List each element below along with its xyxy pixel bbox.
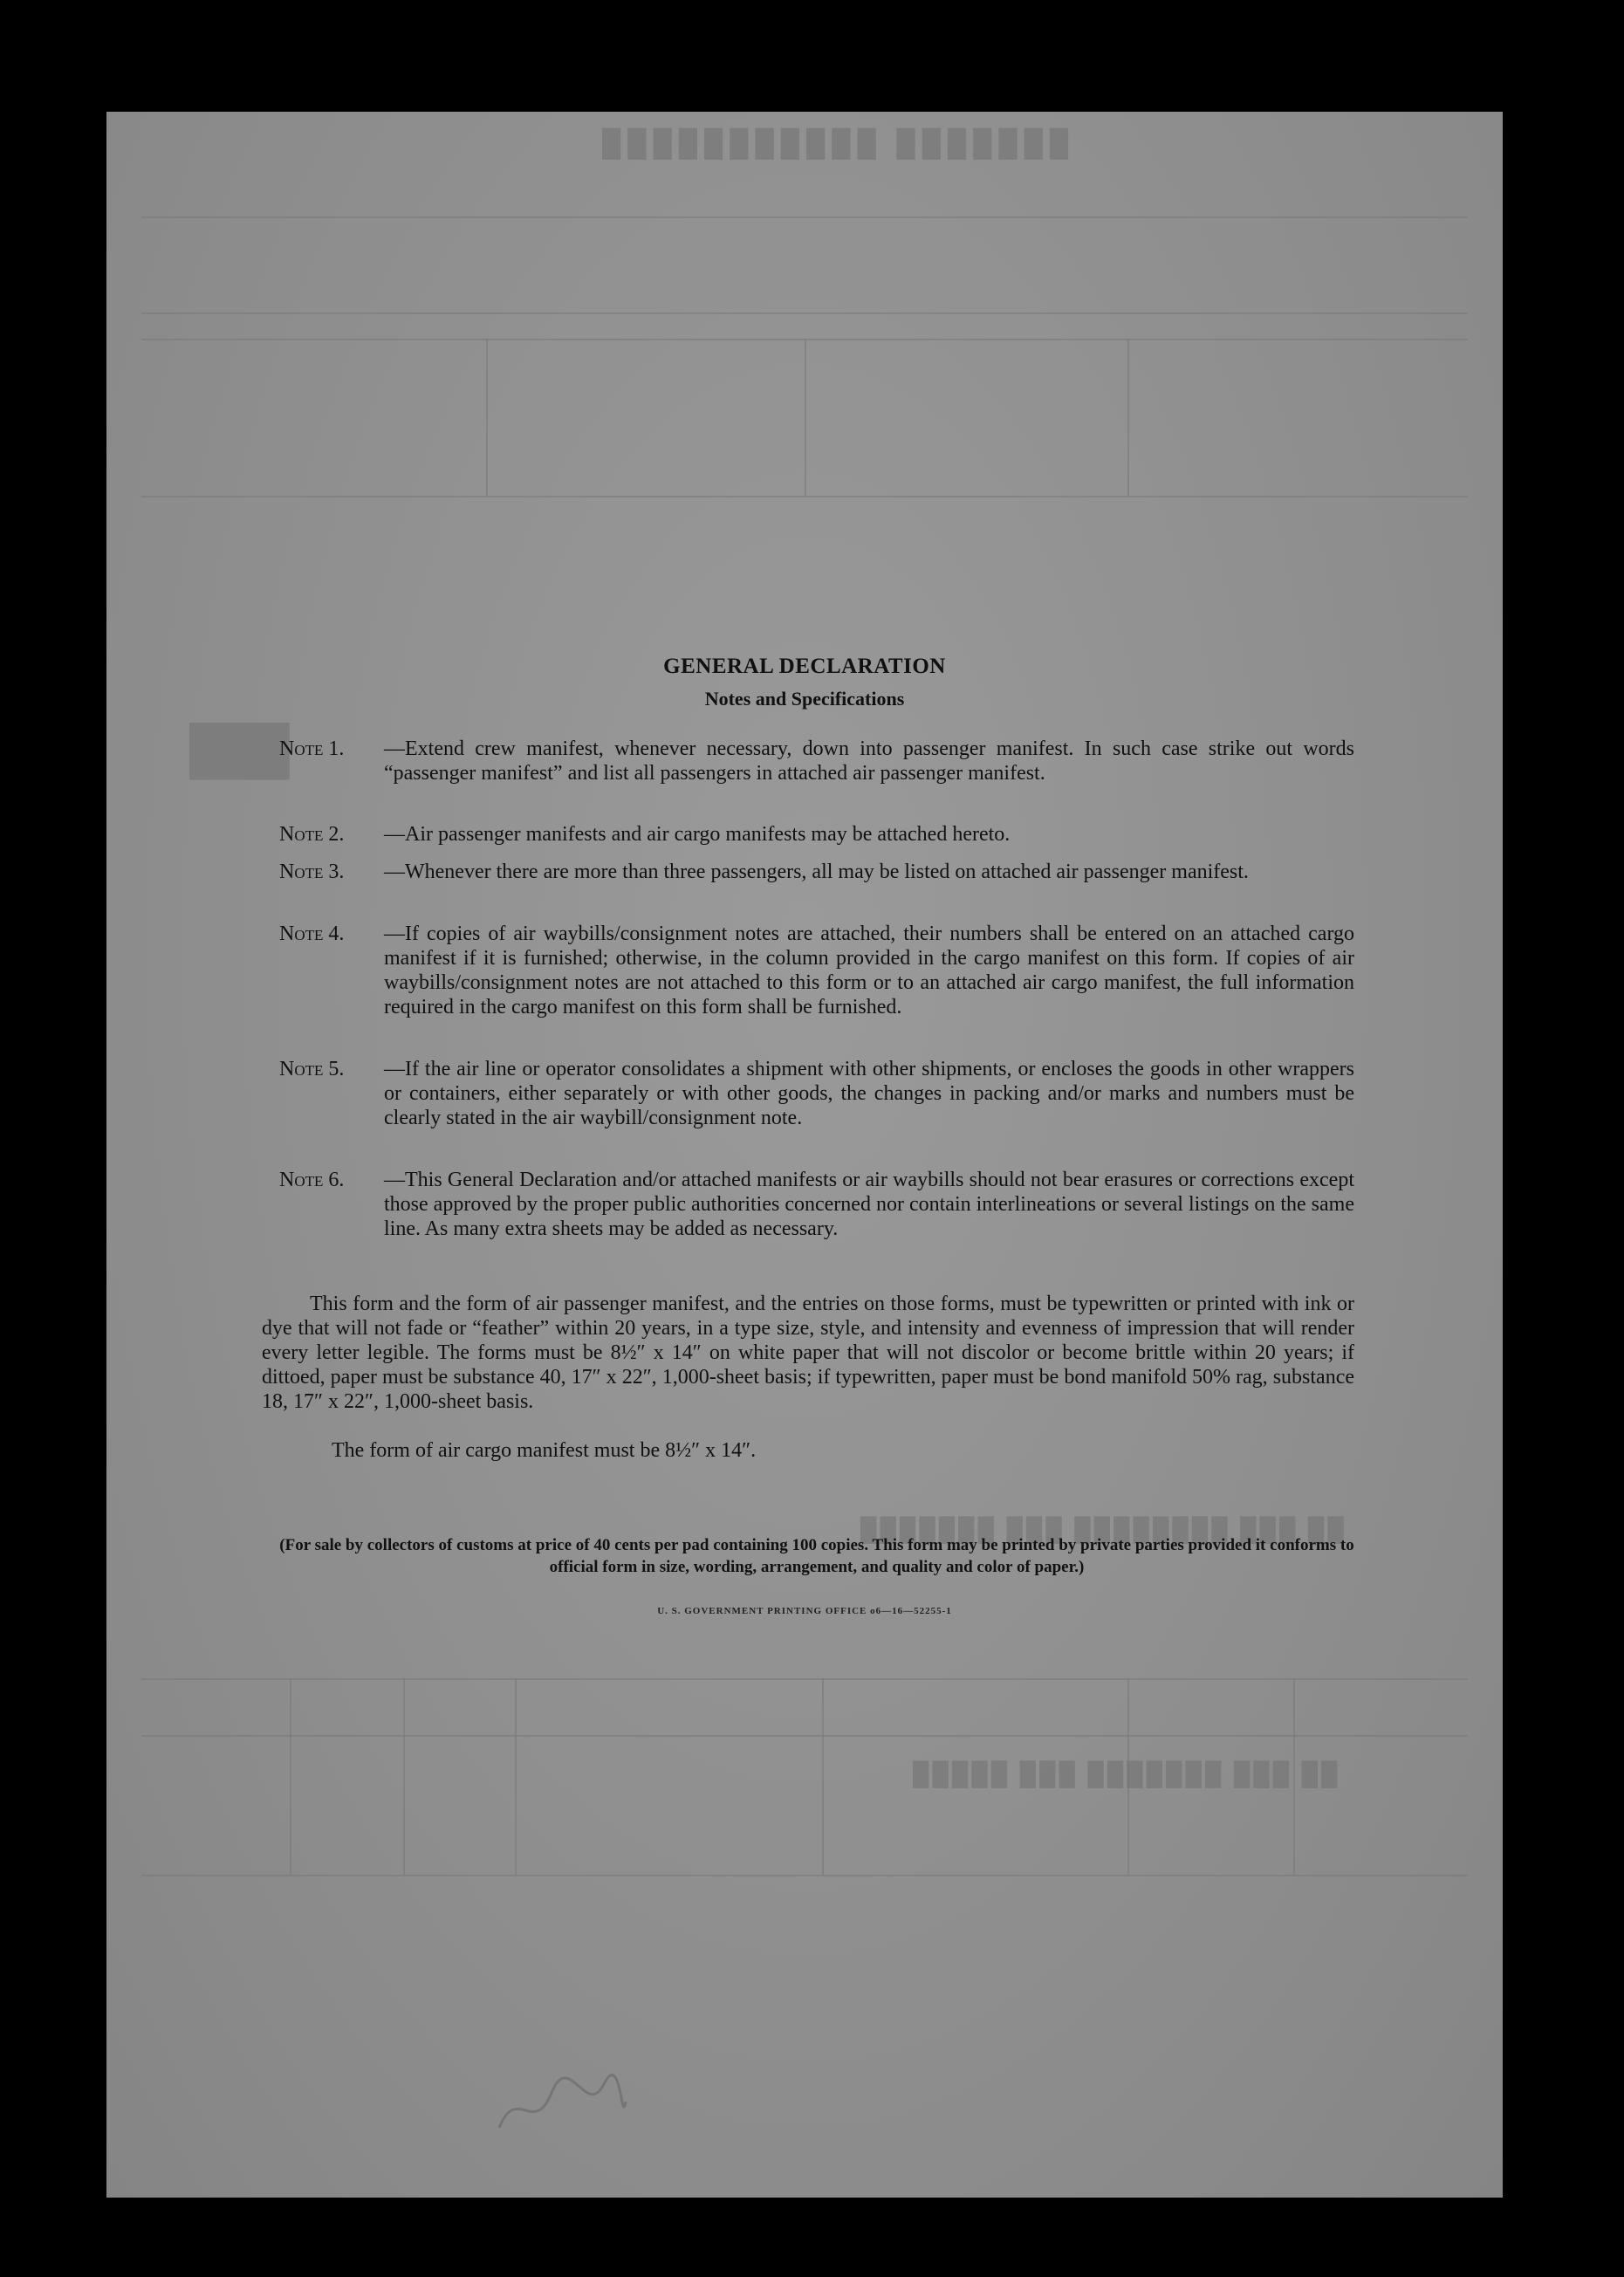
cargo-form-size: The form of air cargo manifest must be 8½″ x 14″. — [332, 1439, 757, 1462]
note-3 — [279, 860, 1354, 909]
show-through-rule — [141, 1875, 1468, 1876]
note-text: —If copies of air waybills/consignment notes are attached, their numbers shall be entered on an attached cargo manifest if it is furnished; otherwise, in the column provided in the cargo manifest on this form. If copies of air waybills/consignment notes are not attached to this form or to an attached air cargo manifest, the full information required in the cargo manifest on this form shall be furnished. — [384, 922, 1354, 1018]
note-text: —Air passenger manifests and air cargo manifests may be attached hereto. — [384, 823, 1011, 846]
note-5 — [279, 1057, 1354, 1155]
show-through-number: ███ — [189, 724, 290, 776]
show-through-rule — [141, 1678, 1468, 1680]
note-label: Note 4. — [279, 922, 345, 945]
printing-office-line: U. S. GOVERNMENT PRINTING OFFICE o6—16—52255-1 — [657, 1606, 952, 1616]
show-through-header: ███████ ███████████ — [595, 129, 1069, 158]
note-label: Note 2. — [279, 823, 345, 846]
show-through-rule — [403, 1678, 405, 1875]
note-6 — [279, 1168, 1354, 1265]
note-2 — [279, 822, 1354, 847]
show-through-rule — [141, 496, 1468, 497]
show-through-rule — [515, 1678, 517, 1875]
page-subtitle: Notes and Specifications — [704, 688, 905, 710]
note-label: Note 5. — [279, 1058, 345, 1080]
show-through-rule — [822, 1678, 824, 1875]
show-through-rule — [1127, 339, 1129, 496]
signature-ghost — [490, 2067, 630, 2145]
note-label: Note 3. — [279, 861, 345, 883]
note-text: —This General Declaration and/or attached manifests or air waybills should not bear erasures or corrections except those approved by the proper public authorities concerned nor contain interlineations or several listings on the same line. As many extra sheets may be added as necessary. — [384, 1169, 1354, 1240]
page-title: GENERAL DECLARATION — [663, 655, 946, 678]
show-through-rule — [141, 312, 1468, 314]
note-4 — [279, 922, 1354, 1044]
note-text: —Extend crew manifest, whenever necessary, down into passenger manifest. In such case strike out words “passenger manifest” and list all passengers in attached air passenger manifest. — [384, 737, 1354, 785]
note-label: Note 1. — [279, 737, 345, 760]
note-text: —If the air line or operator consolidates a shipment with other shipments, or encloses the goods in other wrappers or containers, either separately or with other goods, the changes in packing and/or marks and numbers must be clearly stated in the air waybill/consignment note. — [384, 1058, 1354, 1129]
show-through-rule — [141, 216, 1468, 218]
show-through-rule — [290, 1678, 291, 1875]
note-1 — [279, 737, 1354, 810]
note-label: Note 6. — [279, 1169, 345, 1191]
show-through-rule — [486, 339, 488, 496]
show-through-rule — [805, 339, 806, 496]
show-through-stamp: ██ ███ ████████ ███ ███████ — [857, 1517, 1344, 1542]
sale-notice: (For sale by collectors of customs at price of 40 cents per pad containing 100 copies. This form may be printed by private parties provided it conforms to official form in size, wording, arrangement, and quality and color of paper.) — [279, 1536, 1354, 1576]
note-text: —Whenever there are more than three passengers, all may be listed on attached air passenger manifest. — [384, 861, 1249, 883]
show-through-stamp: ██ ███ ███████ ███ █████ — [909, 1761, 1338, 1787]
form-requirements-paragraph: This form and the form of air passenger manifest, and the entries on those forms, must be typewritten or printed with ink or dye that will not fade or “feather” within 20 years, in a type size, style, and intensity and evenness of impression that will render every letter legible. The forms must be 8½″ x 14″ on white paper that will not discolor or become brittle within 20 years; if dittoed, paper must be substance 40, 17″ x 22″, 1,000-sheet basis; if typewritten, paper must be bond manifold 50% rag, substance 18, 17″ x 22″, 1,000-sheet basis. — [262, 1293, 1354, 1413]
show-through-rule — [141, 1735, 1468, 1737]
document-page — [106, 112, 1503, 2198]
